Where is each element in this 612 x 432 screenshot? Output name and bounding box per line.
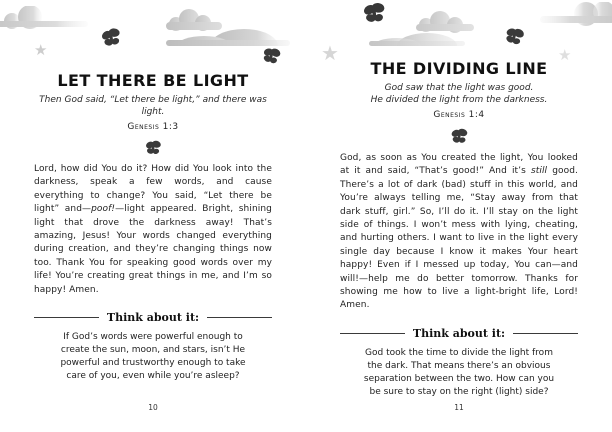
verse-reference: Genesis 1:3 [127, 122, 179, 132]
divider-line [34, 317, 99, 318]
verse-text [340, 82, 578, 106]
star-icon: ★ [34, 41, 48, 59]
verse-line: He divided the light from the darkness. [370, 95, 548, 105]
divider-line [207, 317, 272, 318]
page-number: 10 [148, 403, 158, 412]
page-title: THE DIVIDING LINE [370, 59, 548, 78]
divider-line [513, 333, 578, 334]
verse-text [34, 94, 272, 118]
star-icon: ★ [558, 46, 572, 64]
prayer-text: God, as soon as You created the light, You looked at it and said, “That’s good!” And it’s still good. There’s a lot of dark (bad) stuff in this world, and You’re always telling me, “Stay away from that dark stuff, girl.” So, I’ll do it. I’ll stay on the light side of things. I won’t mess with lying, cheating, and hurting others. I want to live in the light every single day because I know it makes Your heart happy! Even if I messed up today, You can—and will!—help me do better tomorrow. Thanks for showing me how to live a light-bright life, Lord! Amen. [340, 153, 578, 311]
star-icon: ★ [321, 41, 339, 65]
verse-reference: Genesis 1:4 [433, 110, 485, 120]
butterfly-icon [448, 127, 470, 146]
page-right [306, 0, 612, 432]
think-about-it-section [340, 327, 578, 399]
prayer-text: Lord, how did You do it? How did You look into the darkness, speak a few words, and cause everything to change? You said, “Let there be light” and—poof!—light appeared. Bright, shining light that drove the darkness away! That’s amazing, Jesus! Your words changed everything during creation, and they’re changing things now too. Thank You for speaking good words over my life! You’re creating great things in me, and I’m so happy! Amen. [34, 164, 272, 295]
butterfly-icon [143, 139, 163, 157]
verse-line: Then God said, “Let there be light,” and there was light. [39, 95, 267, 117]
page-title: LET THERE BE LIGHT [57, 71, 249, 90]
think-about-it-text: If God’s words were powerful enough to create the sun, moon, and stars, isn’t He powerful and trustworthy enough to take care of you, even while you’re asleep? [60, 332, 246, 382]
think-about-it-section [34, 311, 272, 383]
verse-line: God saw that the light was good. [384, 83, 534, 93]
think-about-it-text: God took the time to divide the light from the dark. That means there’s an obvious separation between the two. How can you be sure to stay on the right (light) side? [363, 347, 555, 397]
page-number: 11 [454, 403, 464, 412]
divider-line [340, 333, 405, 334]
think-about-it-heading: Think about it: [412, 326, 506, 340]
think-about-it-heading: Think about it: [106, 311, 200, 325]
